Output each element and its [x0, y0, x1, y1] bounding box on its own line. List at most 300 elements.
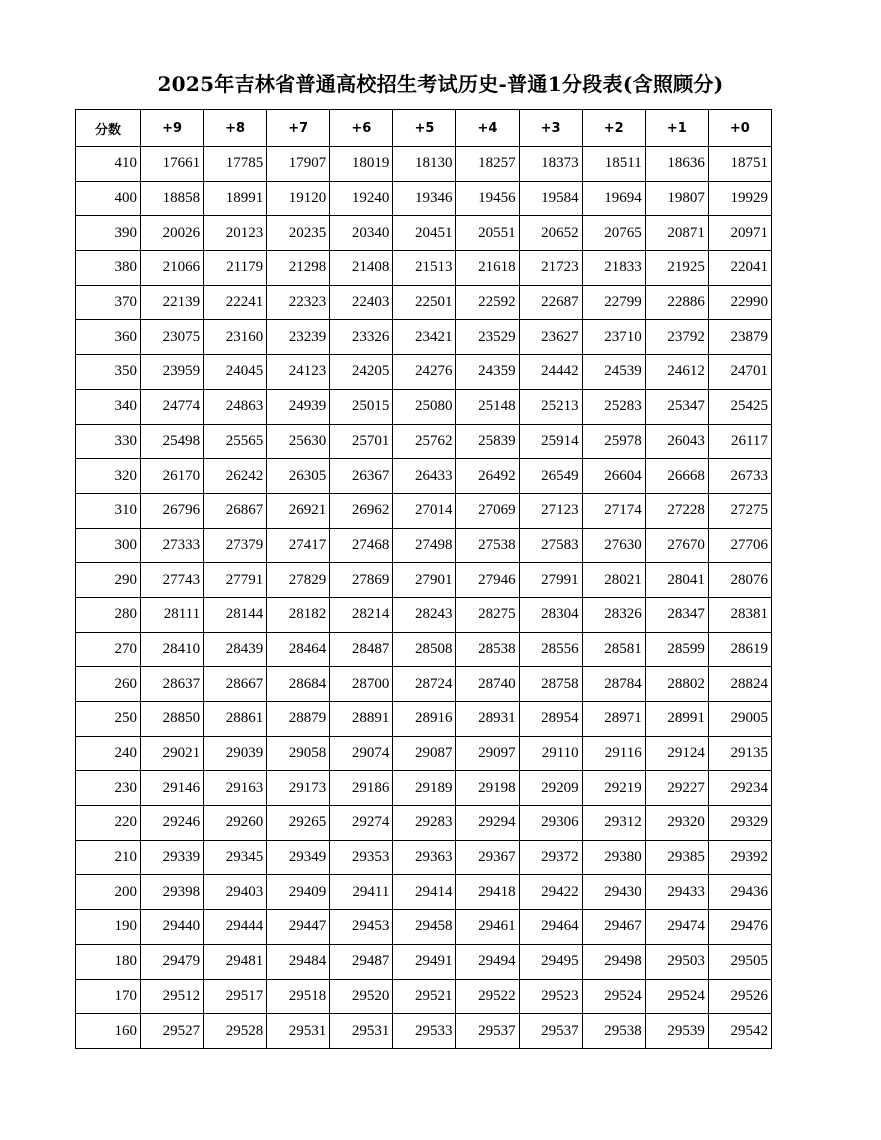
score-cell: 190 — [76, 910, 141, 945]
cumulative-count-cell: 25498 — [141, 424, 204, 459]
table-row — [76, 806, 772, 841]
score-cell: 300 — [76, 528, 141, 563]
table-row — [76, 979, 772, 1014]
cumulative-count-cell: 25425 — [708, 389, 771, 424]
cumulative-count-cell: 29021 — [141, 736, 204, 771]
table-row — [76, 771, 772, 806]
cumulative-count-cell: 29524 — [645, 979, 708, 1014]
cumulative-count-cell: 22041 — [708, 251, 771, 286]
cumulative-count-cell: 18751 — [708, 147, 771, 182]
column-header-offset: +2 — [582, 110, 645, 147]
score-cell: 240 — [76, 736, 141, 771]
cumulative-count-cell: 29527 — [141, 1014, 204, 1049]
cumulative-count-cell: 29227 — [645, 771, 708, 806]
table-row — [76, 528, 772, 563]
score-cell: 200 — [76, 875, 141, 910]
cumulative-count-cell: 29124 — [645, 736, 708, 771]
cumulative-count-cell: 28581 — [582, 632, 645, 667]
cumulative-count-cell: 29234 — [708, 771, 771, 806]
cumulative-count-cell: 29367 — [456, 840, 519, 875]
cumulative-count-cell: 29476 — [708, 910, 771, 945]
cumulative-count-cell: 29522 — [456, 979, 519, 1014]
cumulative-count-cell: 29436 — [708, 875, 771, 910]
cumulative-count-cell: 28464 — [267, 632, 330, 667]
cumulative-count-cell: 22323 — [267, 285, 330, 320]
cumulative-count-cell: 27498 — [393, 528, 456, 563]
score-cell: 380 — [76, 251, 141, 286]
cumulative-count-cell: 29274 — [330, 806, 393, 841]
table-row — [76, 632, 772, 667]
cumulative-count-cell: 21408 — [330, 251, 393, 286]
cumulative-count-cell: 28347 — [645, 597, 708, 632]
cumulative-count-cell: 29385 — [645, 840, 708, 875]
cumulative-count-cell: 20026 — [141, 216, 204, 251]
cumulative-count-cell: 29498 — [582, 944, 645, 979]
cumulative-count-cell: 20551 — [456, 216, 519, 251]
cumulative-count-cell: 22501 — [393, 285, 456, 320]
cumulative-count-cell: 28758 — [519, 667, 582, 702]
cumulative-count-cell: 21298 — [267, 251, 330, 286]
cumulative-count-cell: 27275 — [708, 493, 771, 528]
cumulative-count-cell: 29219 — [582, 771, 645, 806]
cumulative-count-cell: 23075 — [141, 320, 204, 355]
cumulative-count-cell: 25978 — [582, 424, 645, 459]
cumulative-count-cell: 20765 — [582, 216, 645, 251]
cumulative-count-cell: 26433 — [393, 459, 456, 494]
cumulative-count-cell: 20451 — [393, 216, 456, 251]
cumulative-count-cell: 27583 — [519, 528, 582, 563]
cumulative-count-cell: 27829 — [267, 563, 330, 598]
cumulative-count-cell: 29542 — [708, 1014, 771, 1049]
cumulative-count-cell: 28381 — [708, 597, 771, 632]
cumulative-count-cell: 27468 — [330, 528, 393, 563]
cumulative-count-cell: 29398 — [141, 875, 204, 910]
score-cell: 210 — [76, 840, 141, 875]
column-header-offset: +4 — [456, 110, 519, 147]
column-header-score: 分数 — [76, 110, 141, 147]
cumulative-count-cell: 29110 — [519, 736, 582, 771]
cumulative-count-cell: 25762 — [393, 424, 456, 459]
cumulative-count-cell: 22592 — [456, 285, 519, 320]
column-header-offset: +5 — [393, 110, 456, 147]
cumulative-count-cell: 29418 — [456, 875, 519, 910]
table-row — [76, 285, 772, 320]
cumulative-count-cell: 29186 — [330, 771, 393, 806]
cumulative-count-cell: 27706 — [708, 528, 771, 563]
cumulative-count-cell: 26733 — [708, 459, 771, 494]
cumulative-count-cell: 29481 — [204, 944, 267, 979]
cumulative-count-cell: 27123 — [519, 493, 582, 528]
cumulative-count-cell: 22687 — [519, 285, 582, 320]
cumulative-count-cell: 28538 — [456, 632, 519, 667]
score-cell: 270 — [76, 632, 141, 667]
cumulative-count-cell: 25213 — [519, 389, 582, 424]
cumulative-count-cell: 26117 — [708, 424, 771, 459]
cumulative-count-cell: 28850 — [141, 702, 204, 737]
table-row — [76, 597, 772, 632]
cumulative-count-cell: 24276 — [393, 355, 456, 390]
cumulative-count-cell: 28971 — [582, 702, 645, 737]
cumulative-count-cell: 23421 — [393, 320, 456, 355]
score-rank-table — [75, 109, 772, 1049]
cumulative-count-cell: 29372 — [519, 840, 582, 875]
cumulative-count-cell: 29422 — [519, 875, 582, 910]
cumulative-count-cell: 27417 — [267, 528, 330, 563]
table-row — [76, 910, 772, 945]
cumulative-count-cell: 29294 — [456, 806, 519, 841]
page-title: 2025年吉林省普通高校招生考试历史-普通1分段表(含照顾分) — [157, 72, 724, 96]
column-header-offset: +7 — [267, 110, 330, 147]
table-body — [76, 147, 772, 1049]
cumulative-count-cell: 28556 — [519, 632, 582, 667]
cumulative-count-cell: 29474 — [645, 910, 708, 945]
cumulative-count-cell: 29433 — [645, 875, 708, 910]
cumulative-count-cell: 20871 — [645, 216, 708, 251]
cumulative-count-cell: 29392 — [708, 840, 771, 875]
score-cell: 290 — [76, 563, 141, 598]
cumulative-count-cell: 29524 — [582, 979, 645, 1014]
cumulative-count-cell: 28724 — [393, 667, 456, 702]
cumulative-count-cell: 18257 — [456, 147, 519, 182]
cumulative-count-cell: 25347 — [645, 389, 708, 424]
cumulative-count-cell: 28824 — [708, 667, 771, 702]
cumulative-count-cell: 26668 — [645, 459, 708, 494]
cumulative-count-cell: 23160 — [204, 320, 267, 355]
score-cell: 330 — [76, 424, 141, 459]
cumulative-count-cell: 28041 — [645, 563, 708, 598]
cumulative-count-cell: 27174 — [582, 493, 645, 528]
cumulative-count-cell: 23239 — [267, 320, 330, 355]
cumulative-count-cell: 29479 — [141, 944, 204, 979]
cumulative-count-cell: 28304 — [519, 597, 582, 632]
cumulative-count-cell: 29189 — [393, 771, 456, 806]
cumulative-count-cell: 29260 — [204, 806, 267, 841]
cumulative-count-cell: 29363 — [393, 840, 456, 875]
cumulative-count-cell: 29058 — [267, 736, 330, 771]
cumulative-count-cell: 25148 — [456, 389, 519, 424]
cumulative-count-cell: 29306 — [519, 806, 582, 841]
cumulative-count-cell: 21513 — [393, 251, 456, 286]
cumulative-count-cell: 29520 — [330, 979, 393, 1014]
cumulative-count-cell: 28916 — [393, 702, 456, 737]
cumulative-count-cell: 29411 — [330, 875, 393, 910]
cumulative-count-cell: 19456 — [456, 181, 519, 216]
table-row — [76, 493, 772, 528]
cumulative-count-cell: 28684 — [267, 667, 330, 702]
cumulative-count-cell: 29458 — [393, 910, 456, 945]
cumulative-count-cell: 24045 — [204, 355, 267, 390]
cumulative-count-cell: 29447 — [267, 910, 330, 945]
table-row — [76, 563, 772, 598]
score-cell: 280 — [76, 597, 141, 632]
table-row — [76, 944, 772, 979]
cumulative-count-cell: 29209 — [519, 771, 582, 806]
cumulative-count-cell: 29135 — [708, 736, 771, 771]
score-cell: 320 — [76, 459, 141, 494]
cumulative-count-cell: 29339 — [141, 840, 204, 875]
cumulative-count-cell: 28891 — [330, 702, 393, 737]
score-cell: 360 — [76, 320, 141, 355]
score-cell: 160 — [76, 1014, 141, 1049]
cumulative-count-cell: 28991 — [645, 702, 708, 737]
cumulative-count-cell: 20235 — [267, 216, 330, 251]
cumulative-count-cell: 29526 — [708, 979, 771, 1014]
cumulative-count-cell: 29533 — [393, 1014, 456, 1049]
cumulative-count-cell: 28954 — [519, 702, 582, 737]
score-cell: 390 — [76, 216, 141, 251]
cumulative-count-cell: 21723 — [519, 251, 582, 286]
cumulative-count-cell: 28861 — [204, 702, 267, 737]
cumulative-count-cell: 25630 — [267, 424, 330, 459]
cumulative-count-cell: 25283 — [582, 389, 645, 424]
cumulative-count-cell: 29444 — [204, 910, 267, 945]
cumulative-count-cell: 27946 — [456, 563, 519, 598]
cumulative-count-cell: 24123 — [267, 355, 330, 390]
cumulative-count-cell: 23959 — [141, 355, 204, 390]
cumulative-count-cell: 29380 — [582, 840, 645, 875]
cumulative-count-cell: 27538 — [456, 528, 519, 563]
cumulative-count-cell: 29518 — [267, 979, 330, 1014]
cumulative-count-cell: 28667 — [204, 667, 267, 702]
cumulative-count-cell: 27379 — [204, 528, 267, 563]
cumulative-count-cell: 24205 — [330, 355, 393, 390]
cumulative-count-cell: 23792 — [645, 320, 708, 355]
cumulative-count-cell: 26242 — [204, 459, 267, 494]
table-row — [76, 424, 772, 459]
score-cell: 220 — [76, 806, 141, 841]
cumulative-count-cell: 25701 — [330, 424, 393, 459]
score-cell: 350 — [76, 355, 141, 390]
cumulative-count-cell: 28784 — [582, 667, 645, 702]
cumulative-count-cell: 22799 — [582, 285, 645, 320]
cumulative-count-cell: 29345 — [204, 840, 267, 875]
cumulative-count-cell: 23529 — [456, 320, 519, 355]
cumulative-count-cell: 21179 — [204, 251, 267, 286]
table-row — [76, 251, 772, 286]
cumulative-count-cell: 20340 — [330, 216, 393, 251]
cumulative-count-cell: 28802 — [645, 667, 708, 702]
cumulative-count-cell: 21833 — [582, 251, 645, 286]
cumulative-count-cell: 27869 — [330, 563, 393, 598]
score-cell: 180 — [76, 944, 141, 979]
cumulative-count-cell: 25080 — [393, 389, 456, 424]
cumulative-count-cell: 27791 — [204, 563, 267, 598]
cumulative-count-cell: 28740 — [456, 667, 519, 702]
cumulative-count-cell: 28700 — [330, 667, 393, 702]
cumulative-count-cell: 19584 — [519, 181, 582, 216]
score-cell: 170 — [76, 979, 141, 1014]
cumulative-count-cell: 29523 — [519, 979, 582, 1014]
cumulative-count-cell: 28410 — [141, 632, 204, 667]
cumulative-count-cell: 29163 — [204, 771, 267, 806]
cumulative-count-cell: 19240 — [330, 181, 393, 216]
cumulative-count-cell: 29531 — [267, 1014, 330, 1049]
cumulative-count-cell: 29409 — [267, 875, 330, 910]
column-header-offset: +6 — [330, 110, 393, 147]
cumulative-count-cell: 21066 — [141, 251, 204, 286]
table-row — [76, 181, 772, 216]
cumulative-count-cell: 29198 — [456, 771, 519, 806]
table-header-row — [76, 110, 772, 147]
cumulative-count-cell: 29349 — [267, 840, 330, 875]
cumulative-count-cell: 18130 — [393, 147, 456, 182]
cumulative-count-cell: 27333 — [141, 528, 204, 563]
cumulative-count-cell: 24359 — [456, 355, 519, 390]
cumulative-count-cell: 28144 — [204, 597, 267, 632]
cumulative-count-cell: 26962 — [330, 493, 393, 528]
table-row — [76, 389, 772, 424]
cumulative-count-cell: 29403 — [204, 875, 267, 910]
cumulative-count-cell: 17785 — [204, 147, 267, 182]
cumulative-count-cell: 18991 — [204, 181, 267, 216]
cumulative-count-cell: 29087 — [393, 736, 456, 771]
cumulative-count-cell: 29320 — [645, 806, 708, 841]
cumulative-count-cell: 24539 — [582, 355, 645, 390]
score-cell: 340 — [76, 389, 141, 424]
cumulative-count-cell: 20971 — [708, 216, 771, 251]
cumulative-count-cell: 29517 — [204, 979, 267, 1014]
cumulative-count-cell: 22990 — [708, 285, 771, 320]
cumulative-count-cell: 24774 — [141, 389, 204, 424]
cumulative-count-cell: 17907 — [267, 147, 330, 182]
cumulative-count-cell: 28021 — [582, 563, 645, 598]
cumulative-count-cell: 28619 — [708, 632, 771, 667]
column-header-offset: +0 — [708, 110, 771, 147]
cumulative-count-cell: 18511 — [582, 147, 645, 182]
cumulative-count-cell: 22886 — [645, 285, 708, 320]
cumulative-count-cell: 29173 — [267, 771, 330, 806]
cumulative-count-cell: 29537 — [519, 1014, 582, 1049]
cumulative-count-cell: 27069 — [456, 493, 519, 528]
cumulative-count-cell: 28931 — [456, 702, 519, 737]
cumulative-count-cell: 25565 — [204, 424, 267, 459]
cumulative-count-cell: 28879 — [267, 702, 330, 737]
table-row — [76, 355, 772, 390]
cumulative-count-cell: 29074 — [330, 736, 393, 771]
cumulative-count-cell: 23326 — [330, 320, 393, 355]
cumulative-count-cell: 26492 — [456, 459, 519, 494]
cumulative-count-cell: 27743 — [141, 563, 204, 598]
cumulative-count-cell: 29414 — [393, 875, 456, 910]
cumulative-count-cell: 29512 — [141, 979, 204, 1014]
cumulative-count-cell: 22403 — [330, 285, 393, 320]
cumulative-count-cell: 24442 — [519, 355, 582, 390]
cumulative-count-cell: 18019 — [330, 147, 393, 182]
table-row — [76, 702, 772, 737]
cumulative-count-cell: 28487 — [330, 632, 393, 667]
cumulative-count-cell: 29116 — [582, 736, 645, 771]
cumulative-count-cell: 29464 — [519, 910, 582, 945]
cumulative-count-cell: 27014 — [393, 493, 456, 528]
cumulative-count-cell: 20652 — [519, 216, 582, 251]
cumulative-count-cell: 25839 — [456, 424, 519, 459]
column-header-offset: +8 — [204, 110, 267, 147]
cumulative-count-cell: 28076 — [708, 563, 771, 598]
cumulative-count-cell: 29246 — [141, 806, 204, 841]
cumulative-count-cell: 28637 — [141, 667, 204, 702]
cumulative-count-cell: 26867 — [204, 493, 267, 528]
cumulative-count-cell: 27670 — [645, 528, 708, 563]
cumulative-count-cell: 24863 — [204, 389, 267, 424]
cumulative-count-cell: 29005 — [708, 702, 771, 737]
score-cell: 370 — [76, 285, 141, 320]
cumulative-count-cell: 28326 — [582, 597, 645, 632]
cumulative-count-cell: 24939 — [267, 389, 330, 424]
column-header-offset: +3 — [519, 110, 582, 147]
cumulative-count-cell: 21618 — [456, 251, 519, 286]
score-cell: 260 — [76, 667, 141, 702]
cumulative-count-cell: 28275 — [456, 597, 519, 632]
cumulative-count-cell: 28214 — [330, 597, 393, 632]
cumulative-count-cell: 19807 — [645, 181, 708, 216]
cumulative-count-cell: 28599 — [645, 632, 708, 667]
cumulative-count-cell: 26367 — [330, 459, 393, 494]
table-row — [76, 320, 772, 355]
cumulative-count-cell: 18858 — [141, 181, 204, 216]
cumulative-count-cell: 27630 — [582, 528, 645, 563]
cumulative-count-cell: 29039 — [204, 736, 267, 771]
cumulative-count-cell: 23627 — [519, 320, 582, 355]
cumulative-count-cell: 26604 — [582, 459, 645, 494]
cumulative-count-cell: 29537 — [456, 1014, 519, 1049]
cumulative-count-cell: 29146 — [141, 771, 204, 806]
table-row — [76, 840, 772, 875]
cumulative-count-cell: 28182 — [267, 597, 330, 632]
cumulative-count-cell: 26043 — [645, 424, 708, 459]
cumulative-count-cell: 21925 — [645, 251, 708, 286]
cumulative-count-cell: 29528 — [204, 1014, 267, 1049]
cumulative-count-cell: 29467 — [582, 910, 645, 945]
table-row — [76, 459, 772, 494]
cumulative-count-cell: 20123 — [204, 216, 267, 251]
cumulative-count-cell: 28111 — [141, 597, 204, 632]
cumulative-count-cell: 26549 — [519, 459, 582, 494]
column-header-offset: +1 — [645, 110, 708, 147]
cumulative-count-cell: 29531 — [330, 1014, 393, 1049]
table-row — [76, 216, 772, 251]
cumulative-count-cell: 24612 — [645, 355, 708, 390]
cumulative-count-cell: 29503 — [645, 944, 708, 979]
cumulative-count-cell: 19346 — [393, 181, 456, 216]
cumulative-count-cell: 22241 — [204, 285, 267, 320]
score-cell: 400 — [76, 181, 141, 216]
cumulative-count-cell: 29539 — [645, 1014, 708, 1049]
cumulative-count-cell: 26921 — [267, 493, 330, 528]
cumulative-count-cell: 27901 — [393, 563, 456, 598]
cumulative-count-cell: 26305 — [267, 459, 330, 494]
cumulative-count-cell: 24701 — [708, 355, 771, 390]
cumulative-count-cell: 19694 — [582, 181, 645, 216]
score-cell: 250 — [76, 702, 141, 737]
cumulative-count-cell: 27228 — [645, 493, 708, 528]
cumulative-count-cell: 25015 — [330, 389, 393, 424]
column-header-offset: +9 — [141, 110, 204, 147]
score-cell: 230 — [76, 771, 141, 806]
cumulative-count-cell: 29440 — [141, 910, 204, 945]
cumulative-count-cell: 29538 — [582, 1014, 645, 1049]
cumulative-count-cell: 29265 — [267, 806, 330, 841]
cumulative-count-cell: 23710 — [582, 320, 645, 355]
cumulative-count-cell: 25914 — [519, 424, 582, 459]
cumulative-count-cell: 29487 — [330, 944, 393, 979]
cumulative-count-cell: 29430 — [582, 875, 645, 910]
cumulative-count-cell: 19120 — [267, 181, 330, 216]
cumulative-count-cell: 27991 — [519, 563, 582, 598]
cumulative-count-cell: 19929 — [708, 181, 771, 216]
cumulative-count-cell: 29353 — [330, 840, 393, 875]
cumulative-count-cell: 29494 — [456, 944, 519, 979]
score-cell: 410 — [76, 147, 141, 182]
